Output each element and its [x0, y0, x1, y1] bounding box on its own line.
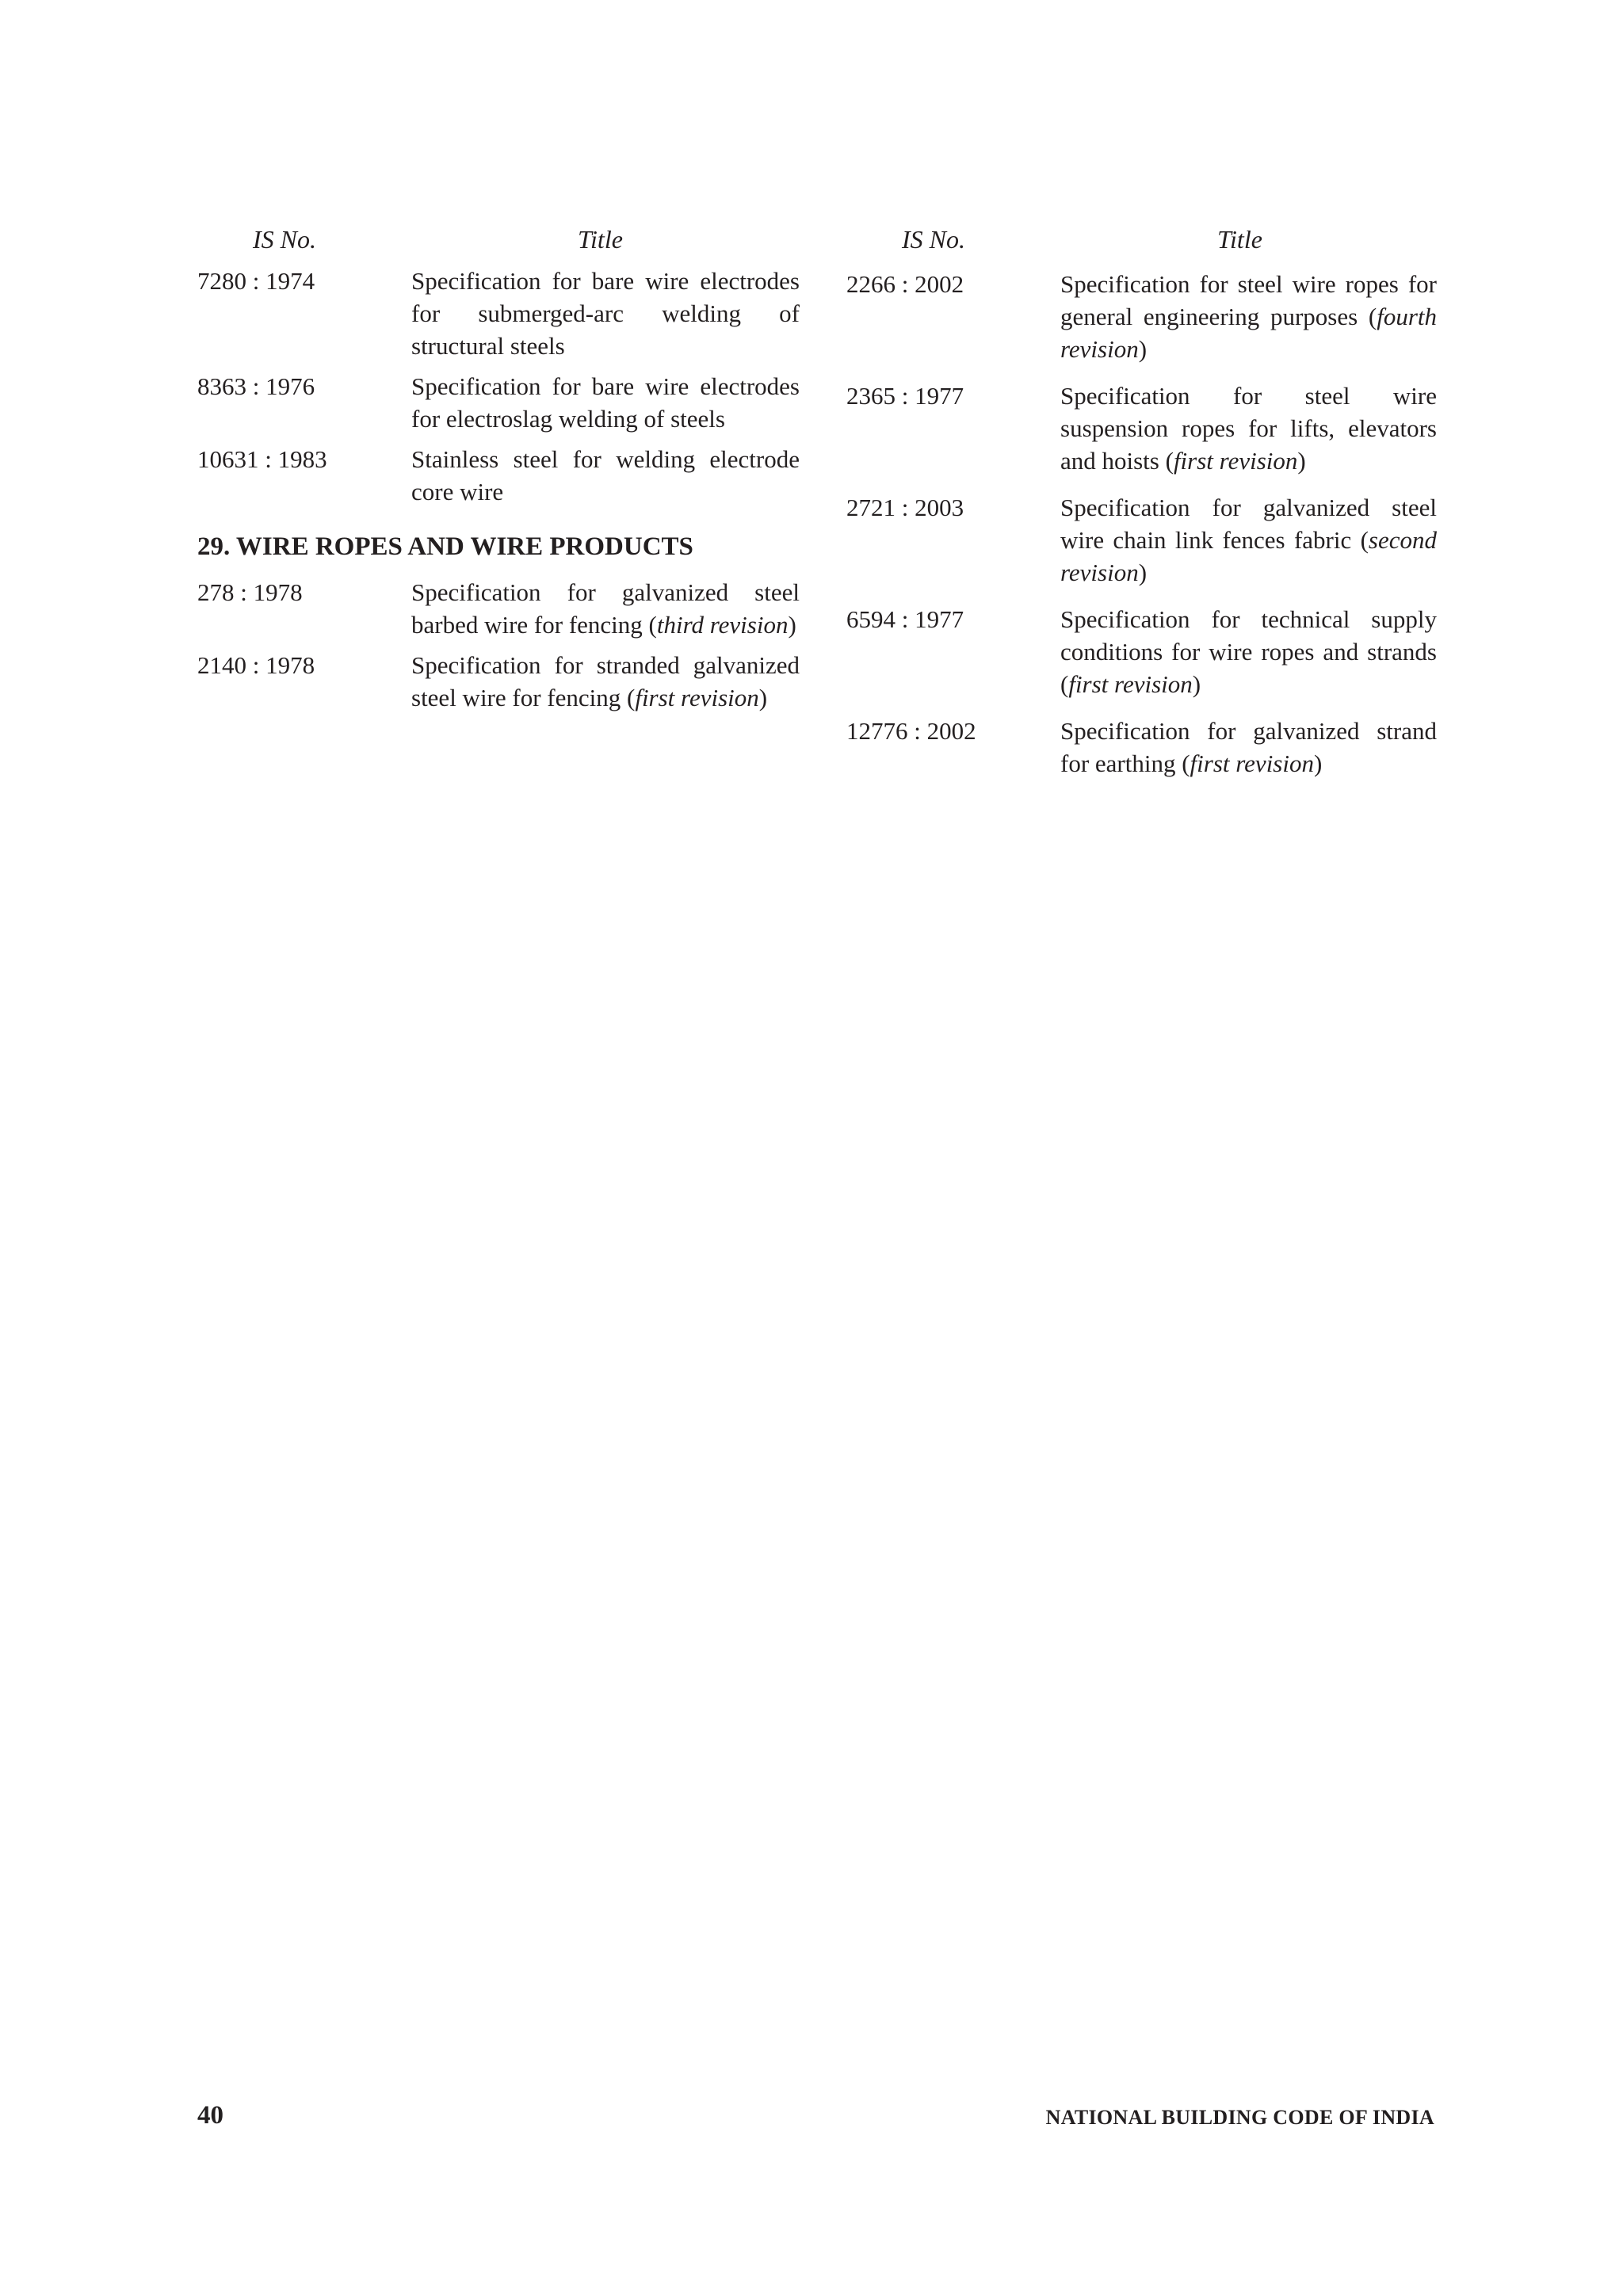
- standard-title: [411, 576, 800, 641]
- page-number: 40: [197, 2101, 223, 2130]
- standard-title: Specification for bare wire electrodes for submerged-arc welding of structural steels: [411, 267, 800, 360]
- title-text: Specification for galvanized strand for earthing (: [1060, 717, 1437, 777]
- standard-entry: [846, 491, 1437, 589]
- standard-entry: [197, 370, 800, 435]
- left-column: [197, 225, 800, 714]
- revision-note: first revision: [1190, 749, 1314, 777]
- standard-entry: [197, 265, 800, 362]
- title-header: Title: [578, 225, 623, 254]
- standard-title: [1060, 268, 1437, 365]
- standard-entry: [197, 576, 800, 641]
- standard-title: [1060, 379, 1437, 477]
- standard-number: 2140 : 1978: [197, 651, 315, 679]
- title-text: Specification for stranded galvanized steel wire for fencing (: [411, 651, 800, 711]
- standard-number: 278 : 1978: [197, 578, 303, 606]
- right-column-header: [846, 225, 1437, 265]
- standard-title: [1060, 491, 1437, 589]
- standard-entry: [197, 649, 800, 714]
- title-close: ): [1314, 749, 1323, 777]
- standard-number: 7280 : 1974: [197, 267, 315, 295]
- standard-entry: [197, 443, 800, 508]
- section-heading: 29. WIRE ROPES AND WIRE PRODUCTS: [197, 532, 693, 561]
- standard-number: 12776 : 2002: [846, 717, 976, 745]
- standard-title: [1060, 603, 1437, 700]
- standard-title: [1060, 715, 1437, 780]
- standard-entry: [846, 379, 1437, 477]
- title-text: Specification for galvanized steel wire chain link fences fabric (: [1060, 494, 1437, 554]
- revision-note: first revision: [635, 684, 759, 711]
- standard-title: Specification for bare wire electrodes for electroslag welding of steels: [411, 372, 800, 433]
- title-close: ): [1138, 335, 1148, 363]
- revision-note: first revision: [1173, 447, 1298, 475]
- revision-note: second revision: [1060, 526, 1437, 586]
- title-close: ): [1138, 559, 1148, 586]
- left-column-header: [197, 225, 800, 265]
- title-text: Specification for steel wire ropes for general engineering purposes (: [1060, 270, 1437, 330]
- standard-number: 8363 : 1976: [197, 372, 315, 400]
- title-text: Specification for galvanized steel barbed wire for fencing (: [411, 578, 800, 639]
- title-close: ): [758, 684, 768, 711]
- is-no-header: IS No.: [253, 225, 316, 254]
- standard-title: [411, 649, 800, 714]
- standard-number: 10631 : 1983: [197, 445, 327, 473]
- standard-entry: [846, 268, 1437, 365]
- revision-note: first revision: [1068, 670, 1193, 698]
- title-text: Specification for technical supply conditions for wire ropes and strands (: [1060, 605, 1437, 698]
- revision-note: fourth revision: [1060, 303, 1437, 363]
- right-column: [846, 225, 1437, 780]
- title-text: Specification for steel wire suspension ropes for lifts, elevators and hoists (: [1060, 382, 1437, 475]
- publication-title: NATIONAL BUILDING CODE OF INDIA: [1045, 2106, 1434, 2129]
- standard-entry: [846, 603, 1437, 700]
- title-header: Title: [1217, 225, 1262, 254]
- standard-number: 2365 : 1977: [846, 382, 964, 410]
- standard-number: 2266 : 2002: [846, 270, 964, 298]
- revision-note: third revision: [656, 611, 789, 639]
- standard-title: Stainless steel for welding electrode core wire: [411, 445, 800, 505]
- title-close: ): [788, 611, 796, 639]
- is-no-header: IS No.: [902, 225, 965, 254]
- standard-number: 6594 : 1977: [846, 605, 964, 633]
- title-close: ): [1297, 447, 1306, 475]
- standard-entry: [846, 715, 1437, 780]
- standard-number: 2721 : 2003: [846, 494, 964, 521]
- title-close: ): [1192, 670, 1201, 698]
